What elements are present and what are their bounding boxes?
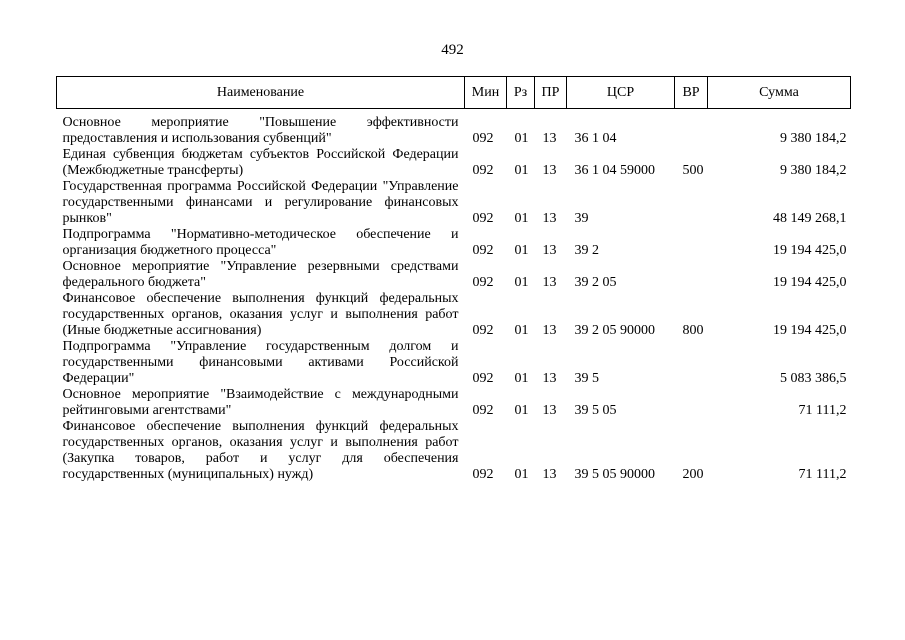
row-csr: 39 2 — [574, 243, 599, 258]
row-vr — [675, 387, 708, 419]
header-csr: ЦСР — [567, 77, 675, 109]
row-rz: 01 — [514, 275, 529, 290]
row-name: Подпрограмма "Нормативно-методическое обеспечение и организация бюджетного процесса" — [62, 227, 459, 258]
header-name: Наименование — [57, 77, 465, 109]
row-csr: 39 2 05 — [574, 275, 617, 290]
row-rz: 01 — [514, 131, 529, 146]
table-row — [57, 109, 851, 148]
row-rz: 01 — [514, 211, 529, 226]
row-csr: 39 5 05 90000 — [574, 467, 655, 482]
row-name: Подпрограмма "Управление государственным долгом и государственными финансовыми активами Российской Федерации" — [62, 339, 459, 386]
row-sum: 71 111,2 — [798, 403, 847, 418]
row-pr: 13 — [542, 243, 557, 258]
row-name: Государственная программа Российской Федерации "Управление государственными финансами и регулирование финансовых рынков" — [62, 179, 459, 226]
row-csr: 39 5 — [574, 371, 599, 386]
row-csr: 39 — [574, 211, 589, 226]
row-min: 092 — [472, 163, 494, 178]
budget-table — [56, 76, 851, 483]
row-csr: 36 1 04 — [574, 131, 617, 146]
row-name: Единая субвенция бюджетам субъектов Российской Федерации (Межбюджетные трансферты) — [62, 147, 459, 178]
row-sum: 9 380 184,2 — [780, 131, 847, 146]
row-name: Финансовое обеспечение выполнения функций федеральных государственных органов, оказания услуг и выполнения работ (Закупка товаров, работ и услуг для обеспечения государственных (муниципальных) нужд) — [62, 419, 459, 482]
row-pr: 13 — [542, 371, 557, 386]
row-pr: 13 — [542, 403, 557, 418]
row-pr: 13 — [542, 275, 557, 290]
row-sum: 19 194 425,0 — [773, 323, 847, 338]
row-sum: 19 194 425,0 — [773, 275, 847, 290]
table-row — [57, 291, 851, 339]
row-sum: 5 083 386,5 — [780, 371, 847, 386]
row-rz: 01 — [514, 243, 529, 258]
row-vr: 200 — [682, 467, 704, 482]
row-pr: 13 — [542, 323, 557, 338]
row-vr — [675, 227, 708, 259]
row-min: 092 — [472, 275, 494, 290]
row-sum: 9 380 184,2 — [780, 163, 847, 178]
row-rz: 01 — [514, 403, 529, 418]
table-row — [57, 179, 851, 227]
table-header-row — [57, 77, 851, 109]
row-name: Основное мероприятие "Управление резервными средствами федерального бюджета" — [62, 259, 459, 290]
row-csr: 36 1 04 59000 — [574, 163, 655, 178]
row-pr: 13 — [542, 467, 557, 482]
row-min: 092 — [472, 323, 494, 338]
row-min: 092 — [472, 371, 494, 386]
row-min: 092 — [472, 211, 494, 226]
header-min: Мин — [465, 77, 507, 109]
row-vr — [675, 179, 708, 227]
row-vr: 500 — [682, 163, 704, 178]
row-sum: 71 111,2 — [798, 467, 847, 482]
row-rz: 01 — [514, 163, 529, 178]
row-pr: 13 — [542, 211, 557, 226]
row-vr — [675, 339, 708, 387]
row-name: Финансовое обеспечение выполнения функций федеральных государственных органов, оказания услуг и выполнения работ (Иные бюджетные ассигнования) — [62, 291, 459, 338]
row-rz: 01 — [514, 323, 529, 338]
row-csr: 39 5 05 — [574, 403, 617, 418]
row-vr: 800 — [682, 323, 704, 338]
row-min: 092 — [472, 403, 494, 418]
row-sum: 48 149 268,1 — [773, 211, 847, 226]
header-pr: ПР — [535, 77, 567, 109]
row-name: Основное мероприятие "Повышение эффективности предоставления и использования субвенций" — [62, 115, 459, 146]
row-rz: 01 — [514, 467, 529, 482]
header-rz: Рз — [507, 77, 535, 109]
row-vr — [675, 109, 708, 148]
table-row — [57, 419, 851, 483]
table-row — [57, 387, 851, 419]
row-pr: 13 — [542, 131, 557, 146]
page-number: 492 — [441, 42, 464, 58]
header-vr: ВР — [675, 77, 708, 109]
row-vr — [675, 259, 708, 291]
row-min: 092 — [472, 243, 494, 258]
table-row — [57, 259, 851, 291]
row-csr: 39 2 05 90000 — [574, 323, 655, 338]
table-row — [57, 339, 851, 387]
table-row — [57, 147, 851, 179]
row-min: 092 — [472, 131, 494, 146]
row-rz: 01 — [514, 371, 529, 386]
header-sum: Сумма — [708, 77, 851, 109]
table-row — [57, 227, 851, 259]
row-name: Основное мероприятие "Взаимодействие с международными рейтинговыми агентствами" — [62, 387, 459, 418]
row-sum: 19 194 425,0 — [773, 243, 847, 258]
row-pr: 13 — [542, 163, 557, 178]
row-min: 092 — [472, 467, 494, 482]
